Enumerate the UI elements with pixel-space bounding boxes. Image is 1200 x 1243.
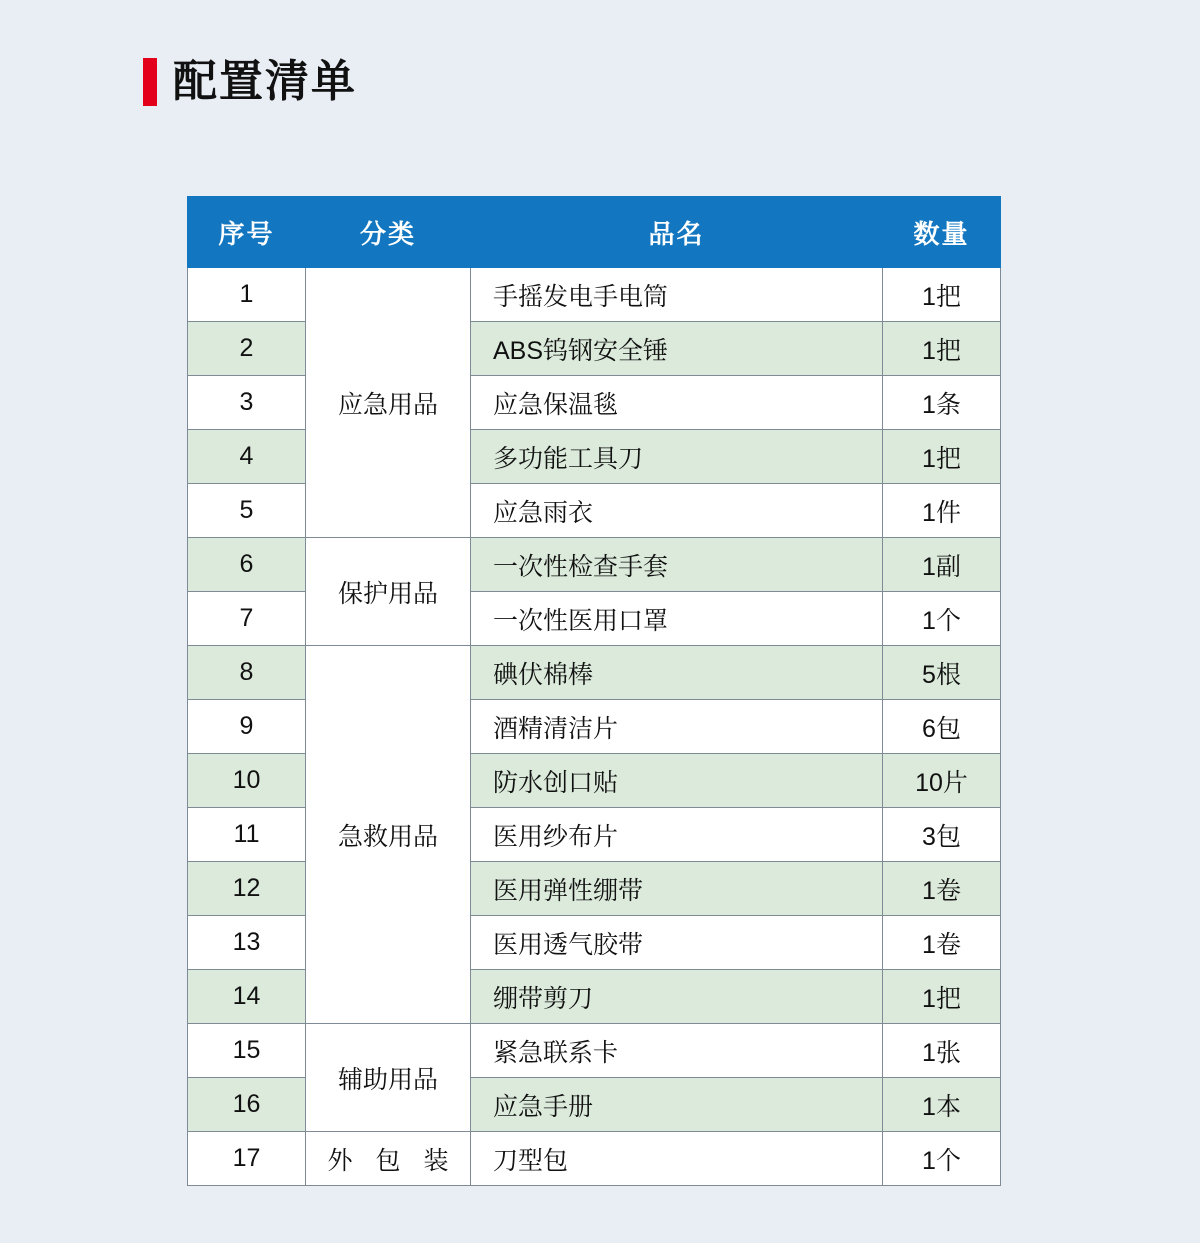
cell-product-name: 紧急联系卡 <box>471 1024 883 1078</box>
cell-quantity: 1个 <box>883 592 1001 646</box>
page-title <box>143 58 357 106</box>
table-row <box>188 268 1001 322</box>
cell-category: 急救用品 <box>306 646 471 1024</box>
configuration-list-table-wrapper <box>187 196 1000 1186</box>
cell-index: 1 <box>188 268 306 322</box>
cell-index: 17 <box>188 1132 306 1186</box>
cell-quantity: 10片 <box>883 754 1001 808</box>
cell-quantity: 6包 <box>883 700 1001 754</box>
cell-product-name: 应急雨衣 <box>471 484 883 538</box>
cell-quantity: 1副 <box>883 538 1001 592</box>
cell-quantity: 3包 <box>883 808 1001 862</box>
column-header-category: 分类 <box>306 197 471 268</box>
page-title-text: 配置清单 <box>173 57 357 106</box>
cell-quantity: 1本 <box>883 1078 1001 1132</box>
cell-index: 2 <box>188 322 306 376</box>
cell-index: 4 <box>188 430 306 484</box>
cell-category: 保护用品 <box>306 538 471 646</box>
cell-quantity: 1件 <box>883 484 1001 538</box>
cell-quantity: 1条 <box>883 376 1001 430</box>
configuration-list-table <box>187 196 1001 1186</box>
cell-product-name: 酒精清洁片 <box>471 700 883 754</box>
cell-index: 8 <box>188 646 306 700</box>
cell-quantity: 1把 <box>883 430 1001 484</box>
table-row <box>188 1024 1001 1078</box>
cell-product-name: 碘伏棉棒 <box>471 646 883 700</box>
cell-index: 12 <box>188 862 306 916</box>
cell-quantity: 5根 <box>883 646 1001 700</box>
cell-product-name: 手摇发电手电筒 <box>471 268 883 322</box>
cell-product-name: 应急保温毯 <box>471 376 883 430</box>
cell-product-name: 防水创口贴 <box>471 754 883 808</box>
cell-product-name: 医用透气胶带 <box>471 916 883 970</box>
cell-index: 5 <box>188 484 306 538</box>
cell-product-name: 医用纱布片 <box>471 808 883 862</box>
cell-index: 16 <box>188 1078 306 1132</box>
cell-index: 9 <box>188 700 306 754</box>
cell-index: 6 <box>188 538 306 592</box>
column-header-product-name: 品名 <box>471 197 883 268</box>
cell-index: 10 <box>188 754 306 808</box>
cell-category: 应急用品 <box>306 268 471 538</box>
cell-product-name: 一次性检查手套 <box>471 538 883 592</box>
cell-quantity: 1把 <box>883 322 1001 376</box>
cell-product-name: 一次性医用口罩 <box>471 592 883 646</box>
table-row <box>188 646 1001 700</box>
table-row <box>188 1132 1001 1186</box>
cell-index: 7 <box>188 592 306 646</box>
cell-quantity: 1卷 <box>883 916 1001 970</box>
cell-index: 11 <box>188 808 306 862</box>
cell-category: 辅助用品 <box>306 1024 471 1132</box>
cell-product-name: 多功能工具刀 <box>471 430 883 484</box>
cell-quantity: 1卷 <box>883 862 1001 916</box>
cell-category: 外 包 装 <box>306 1132 471 1186</box>
cell-product-name: 医用弹性绷带 <box>471 862 883 916</box>
cell-quantity: 1张 <box>883 1024 1001 1078</box>
cell-quantity: 1把 <box>883 970 1001 1024</box>
table-header-row <box>188 197 1001 268</box>
title-accent-bar <box>143 58 157 106</box>
cell-index: 3 <box>188 376 306 430</box>
cell-quantity: 1把 <box>883 268 1001 322</box>
cell-product-name: 刀型包 <box>471 1132 883 1186</box>
cell-product-name: 绷带剪刀 <box>471 970 883 1024</box>
cell-index: 13 <box>188 916 306 970</box>
table-header <box>188 197 1001 268</box>
cell-quantity: 1个 <box>883 1132 1001 1186</box>
table-row <box>188 538 1001 592</box>
column-header-quantity: 数量 <box>883 197 1001 268</box>
cell-index: 15 <box>188 1024 306 1078</box>
cell-product-name: 应急手册 <box>471 1078 883 1132</box>
table-body <box>188 268 1001 1186</box>
cell-index: 14 <box>188 970 306 1024</box>
cell-product-name: ABS钨钢安全锤 <box>471 322 883 376</box>
column-header-index: 序号 <box>188 197 306 268</box>
